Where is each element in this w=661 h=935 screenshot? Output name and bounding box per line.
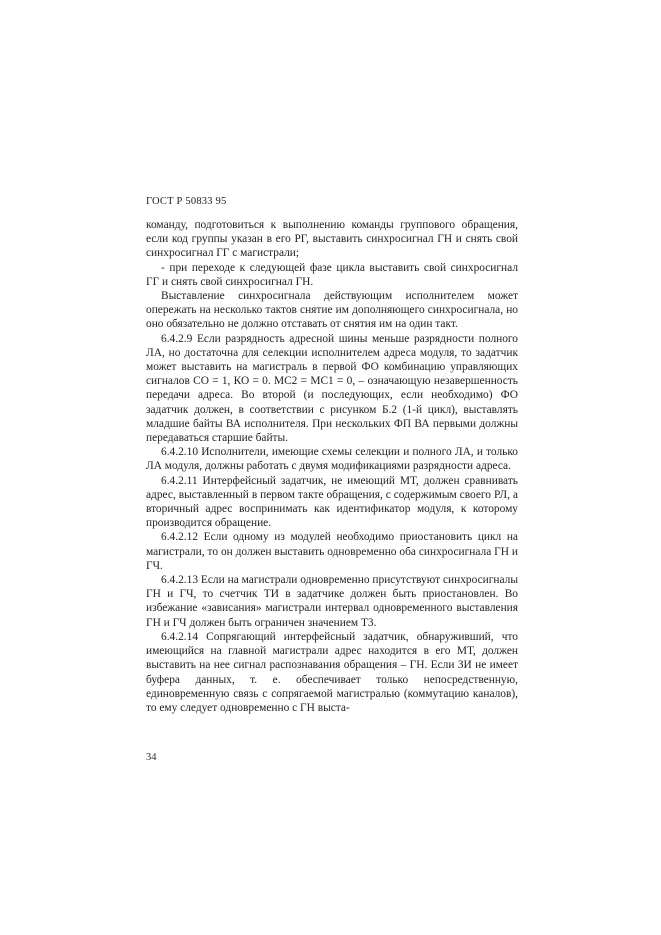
paragraph: 6.4.2.10 Исполнители, имеющие схемы селекции и полного ЛА, и только ЛА модуля, должны работать с двумя модификациями разрядности адреса. — [146, 446, 518, 473]
paragraph: команду, подготовиться к выполнению команды группового обращения, если код группы указан в его РГ, выставить синхросигнал ГН и снять свой синхросигнал ГГ с магистрали; — [146, 219, 518, 260]
paragraph: - при переходе к следующей фазе цикла выставить свой синхросигнал ГГ и снять свой синхросигнал ГН. — [146, 261, 518, 288]
paragraph: 6.4.2.13 Если на магистрали одновременно присутствуют синхросигналы ГН и ГЧ, то счетчик ТИ в задатчике должен быть приостановлен. Во избежание «зависания» магистрали интервал одновременного выставления ГН и ГЧ должен быть ограничен значением Т3. — [146, 574, 518, 629]
page-number: 34 — [146, 752, 157, 763]
body-text — [146, 218, 518, 715]
running-header: ГОСТ Р 50833 95 — [146, 196, 227, 207]
paragraph: 6.4.2.11 Интерфейсный задатчик, не имеющий МТ, должен сравнивать адрес, выставленный в первом такте обращения, с содержимым своего РЛ, а вторичный адрес воспринимать как идентификатор модуля, к которому производится обращение. — [146, 474, 518, 530]
paragraph: 6.4.2.12 Если одному из модулей необходимо приостановить цикл на магистрали, то он должен выставить одновременно оба синхросигнала ГН и ГЧ. — [146, 531, 518, 572]
paragraph: 6.4.2.9 Если разрядность адресной шины меньше разрядности полного ЛА, но достаточна для селекции исполнителем адреса модуля, то задатчик может выставить на магистраль в первой ФО комбинацию управляющих сигналов СО = 1, КО = 0. МС2 = МС1 = 0, – означающую незавершенность передачи адреса. Во второй (и последующих, если необходимо) ФО задатчик должен, в соответствии с рисунком Б.2 (1-й цикл), выставлять младшие байты ВА исполнителя. При нескольких ФП ВА первыми должны передаваться старшие байты. — [146, 332, 518, 445]
paragraph: 6.4.2.14 Сопрягающий интерфейсный задатчик, обнаруживший, что имеющийся на главной магистрали адрес находится в его МТ, должен выставить на нее сигнал распознавания обращения – ГН. Если ЗИ не имеет буфера данных, т. е. обеспечивает только непосредственную, единовременную связь с сопрягаемой магистралью (коммутацию каналов), то ему следует одновременно с ГН выста- — [146, 630, 518, 714]
paragraph: Выставление синхросигнала действующим исполнителем может опережать на несколько тактов снятие им дополняющего синхросигнала, но оно обязательно не должно отставать от снятия им на один такт. — [146, 290, 518, 331]
